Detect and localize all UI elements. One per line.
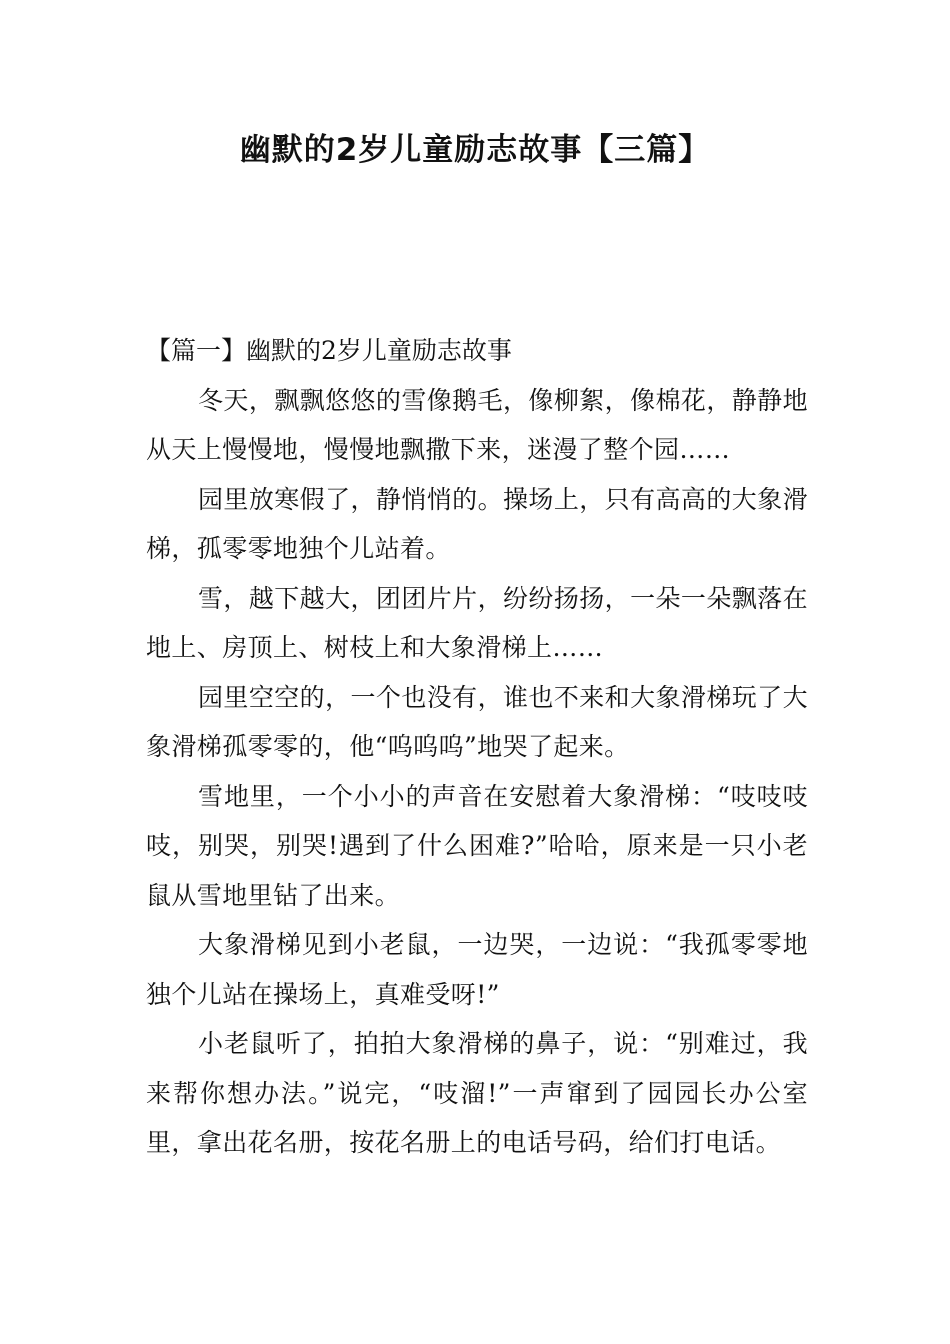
paragraph: 园里空空的，一个也没有，谁也不来和大象滑梯玩了大象滑梯孤零零的，他“呜呜呜”地哭了起来。: [146, 682, 808, 761]
section-heading: 【篇一】幽默的2岁儿童励志故事: [146, 336, 512, 365]
document-title: 幽默的2岁儿童励志故事【三篇】: [239, 132, 711, 168]
paragraph: 园里放寒假了，静悄悄的。操场上，只有高高的大象滑梯，孤零零地独个儿站着。: [146, 484, 808, 563]
paragraph: 小老鼠听了，拍拍大象滑梯的鼻子，说：“别难过，我来帮你想办法。”说完，“吱溜!”一声窜到了园园长办公室里，拿出花名册，按花名册上的电话号码，给们打电话。: [146, 1029, 808, 1157]
document-body: [146, 326, 808, 1168]
paragraph: 雪，越下越大，团团片片，纷纷扬扬，一朵一朵飘落在地上、房顶上、树枝上和大象滑梯上……: [146, 583, 808, 662]
paragraph: 大象滑梯见到小老鼠，一边哭，一边说：“我孤零零地独个儿站在操场上，真难受呀!”: [146, 930, 808, 1009]
paragraph: 冬天，飘飘悠悠的雪像鹅毛，像柳絮，像棉花，静静地从天上慢慢地，慢慢地飘撒下来，迷漫了整个园……: [146, 385, 808, 464]
paragraph: 雪地里，一个小小的声音在安慰着大象滑梯：“吱吱吱吱，别哭，别哭!遇到了什么困难?”哈哈，原来是一只小老鼠从雪地里钻了出来。: [146, 781, 808, 910]
